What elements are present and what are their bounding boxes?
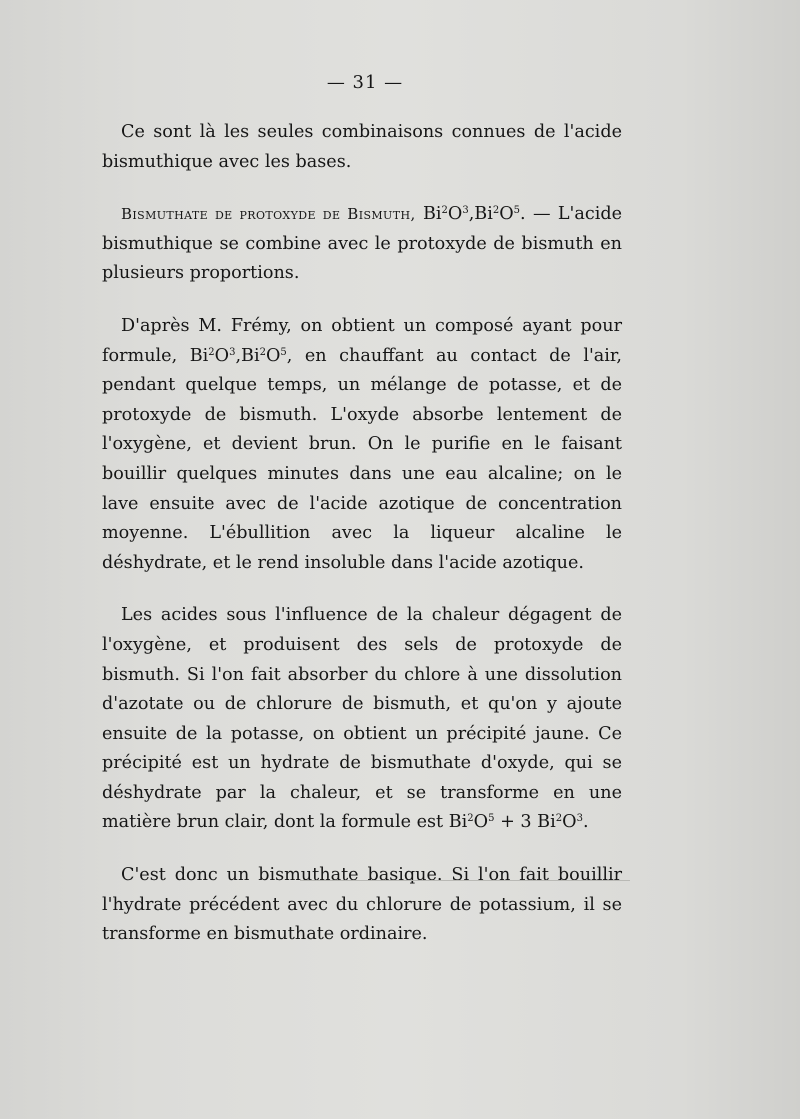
paragraph-3 xyxy=(102,312,622,578)
formula-part: Bi xyxy=(189,345,209,366)
formula-part: ,Bi xyxy=(235,345,260,366)
paragraph-3-start: D'après M. Frémy, on obtient un composé ayant pour formule, xyxy=(102,315,622,366)
paragraph-1: Ce sont là les seules combinaisons connues de l'acide bismuthique avec les bases. xyxy=(102,122,622,172)
paragraph-4-end: . xyxy=(582,812,589,833)
divider xyxy=(300,880,630,881)
section-heading: Bismuthate de protoxyde de Bismuth, xyxy=(121,205,416,224)
paragraph-4 xyxy=(102,601,622,838)
formula-index: 5 xyxy=(280,346,287,358)
formula-part: O xyxy=(265,345,281,366)
formula-index: 5 xyxy=(488,813,495,825)
formula-part: Bi xyxy=(422,204,442,225)
body-text xyxy=(102,118,622,973)
formula-part: O xyxy=(499,204,514,225)
formula-part: O xyxy=(447,204,463,225)
formula-part: ,Bi xyxy=(468,204,493,225)
paragraph-5: C'est donc un bismuthate basique. Si l'on fait bouillir l'hydrate précédent avec du chlorure de potassium, il se transforme en bismuthate ordinaire. xyxy=(102,865,622,945)
formula-index: 3 xyxy=(576,813,583,825)
formula-index: 2 xyxy=(492,205,500,217)
formula-index: 2 xyxy=(555,813,563,825)
formula-part: O xyxy=(473,812,489,833)
formula-index: 3 xyxy=(229,346,236,358)
formula-index: 2 xyxy=(208,346,215,358)
paragraph-2-text: . — L'acide bismuthique se combine avec le protoxyde de bismuth en plusieurs proportions. xyxy=(102,204,623,284)
formula-index: 2 xyxy=(467,813,474,825)
paragraph-3-rest: , en chauffant au contact de l'air, pendant quelque temps, un mélange de potasse, et de protoxyde de bismuth. L'oxyde absorbe lentement de l'oxygène, et devient brun. On le purifie en le faisant bouillir quelques minutes dans une eau alcaline; on le lave ensuite avec de l'acide azotique de concentration moyenne. L'ébullition avec la liqueur alcaline le déshydrate, et le rend insoluble dans l'acide azotique. xyxy=(102,345,622,573)
formula-index: 2 xyxy=(441,205,448,217)
formula-part: O xyxy=(214,345,230,366)
paragraph-2 xyxy=(102,200,622,289)
paragraph-4-start: Les acides sous l'influence de la chaleur dégagent de l'oxygène, et produisent des sels de protoxyde de bismuth. Si l'on fait absorber du chlore à une dissolution d'azotate ou de chlorure de bismuth, et qu'on y ajoute ensuite de la potasse, on obtient un précipité jaune. Ce précipité est un hydrate de bismuthate d'oxyde, qui se déshydrate par la chaleur, et se transforme en une matière brun clair, dont la formule est xyxy=(102,605,622,833)
formula-index: 2 xyxy=(259,346,266,358)
formula-part: O xyxy=(562,812,577,833)
formula-part: + 3 Bi xyxy=(500,812,556,833)
formula-index: 3 xyxy=(462,205,469,217)
formula-index: 5 xyxy=(513,205,521,217)
formula-part: Bi xyxy=(448,812,468,833)
page-number: — 31 — xyxy=(326,72,404,93)
